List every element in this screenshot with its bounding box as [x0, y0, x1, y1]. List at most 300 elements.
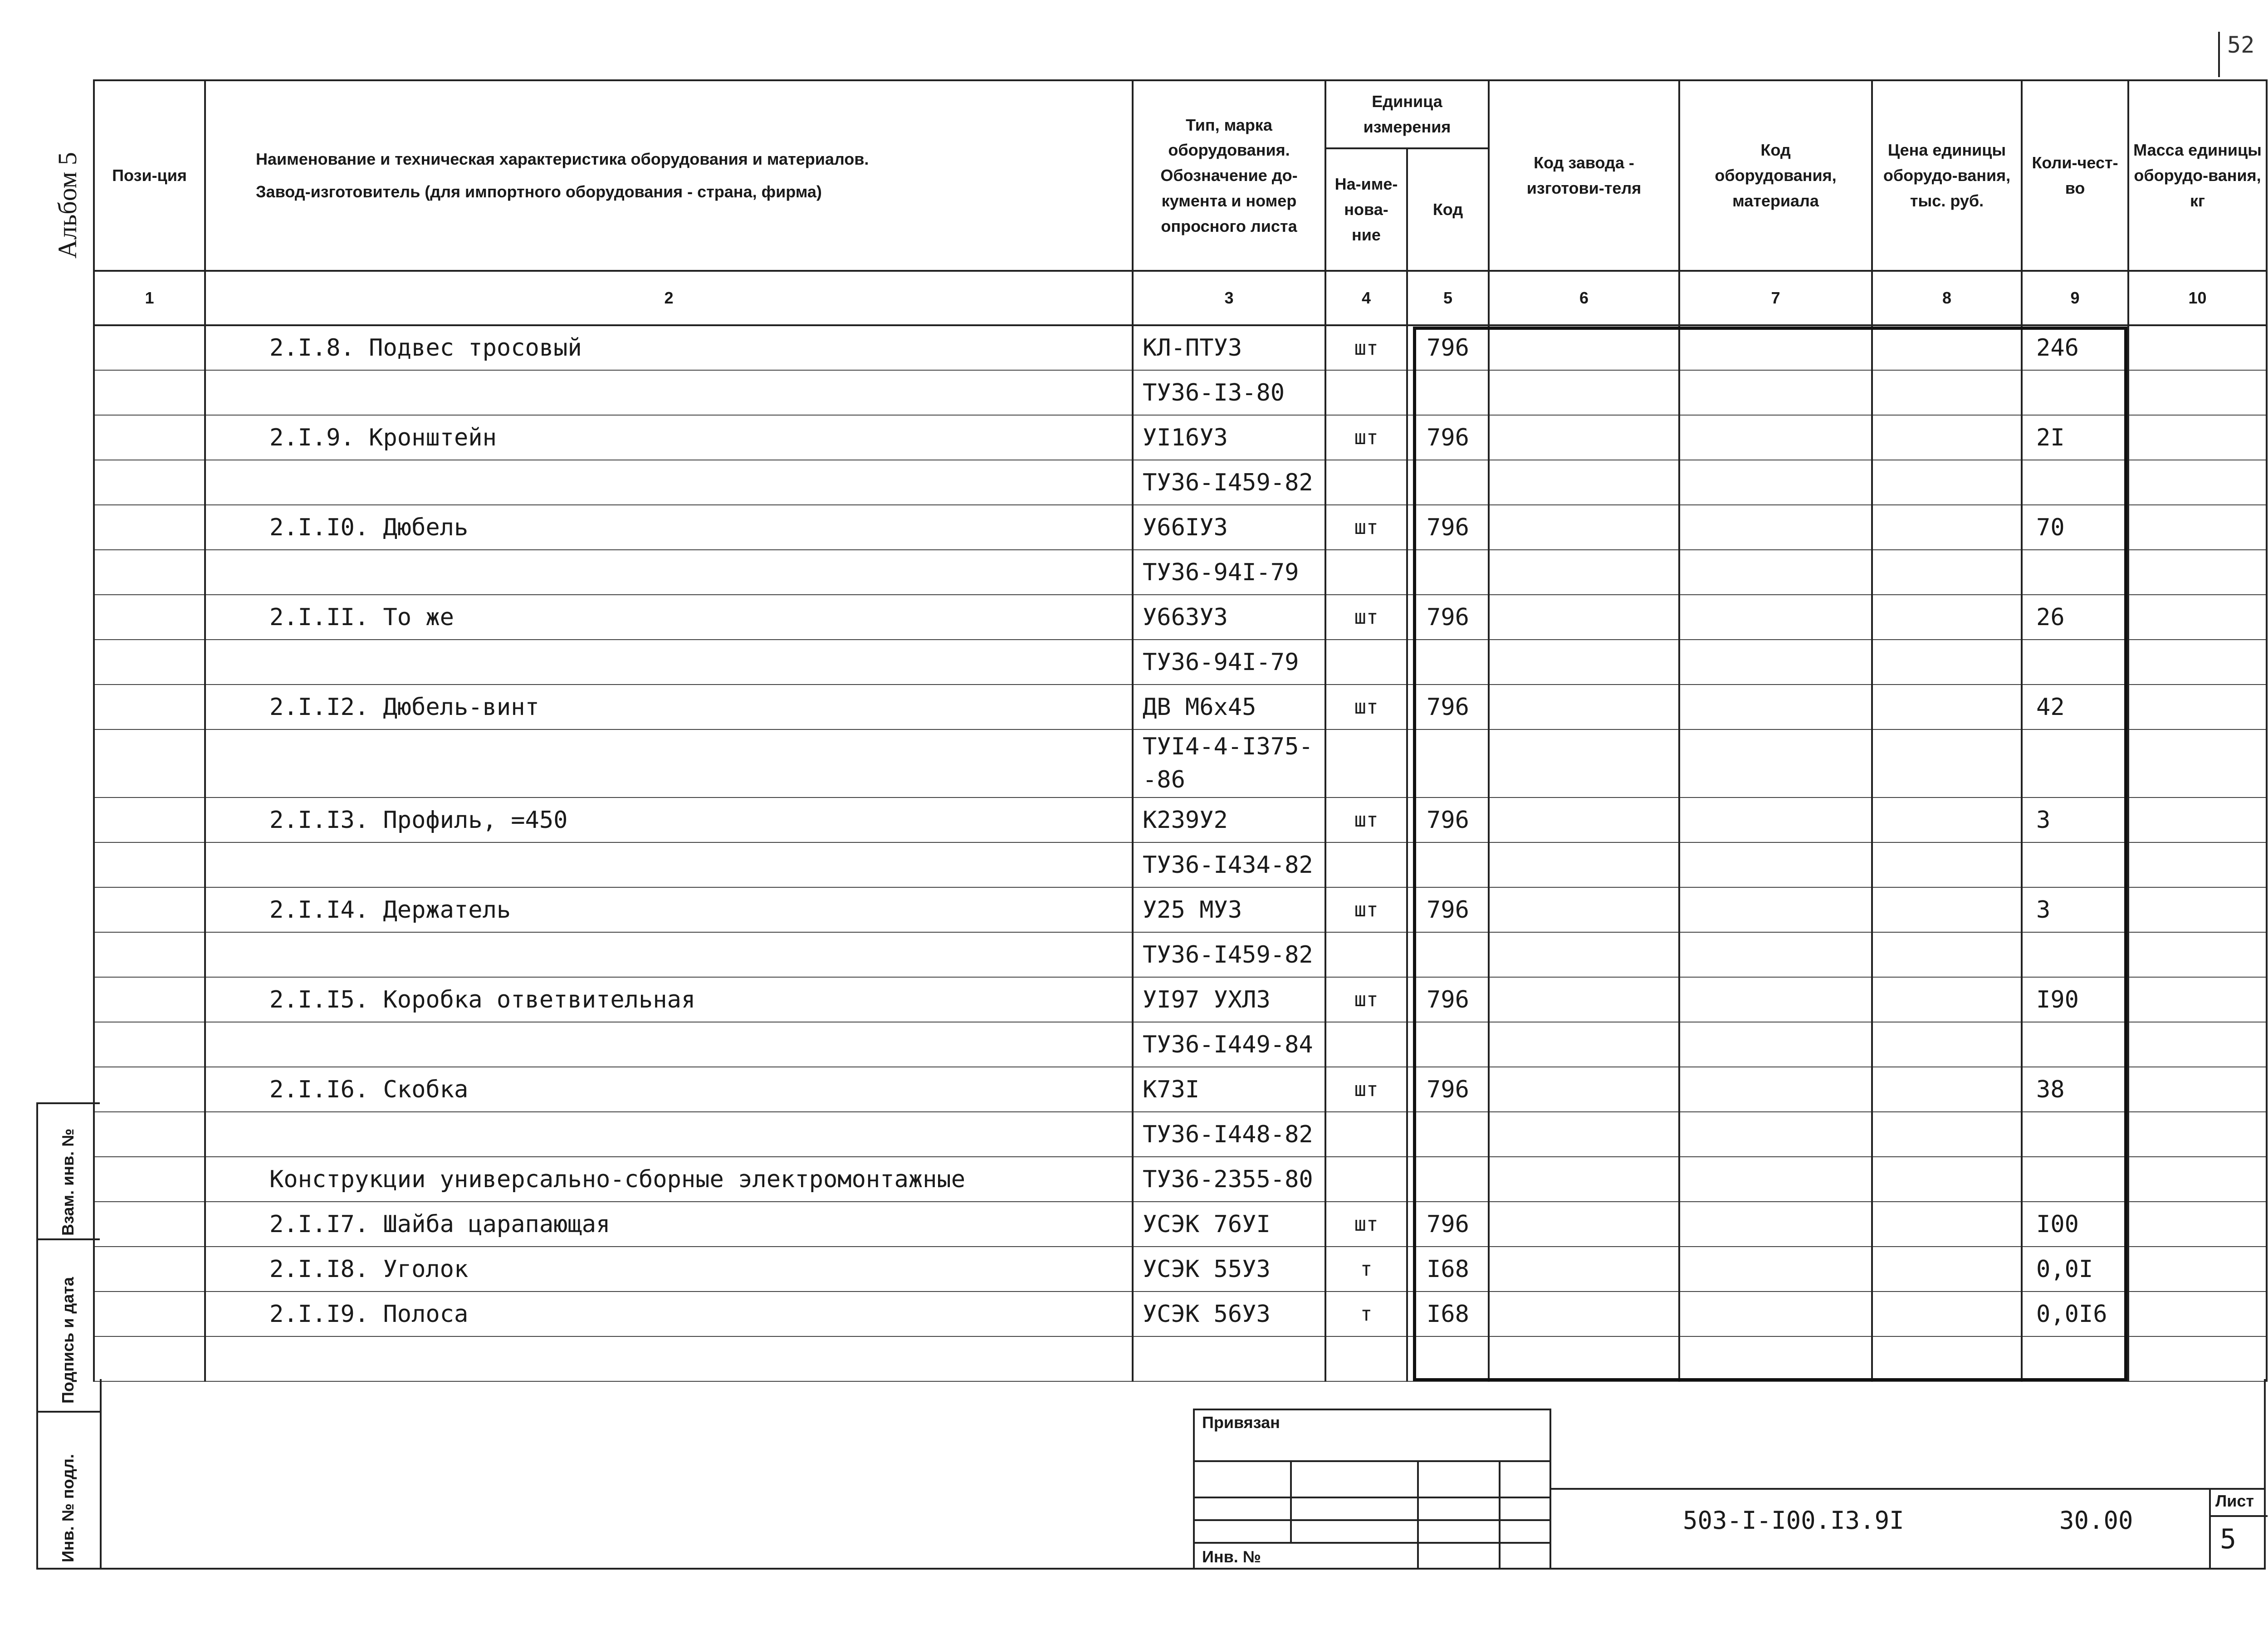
name-cell: [205, 460, 1133, 505]
type-cell: К239У2: [1133, 797, 1325, 842]
equipment-code-cell: [1679, 550, 1872, 595]
equipment-code-cell: [1679, 842, 1872, 887]
type-cell: ТУ36-I448-82: [1133, 1112, 1325, 1157]
header-row-1: [94, 80, 2267, 148]
mass-cell: [2128, 460, 2267, 505]
table-row: [94, 1067, 2267, 1112]
table-row: [94, 415, 2267, 460]
plant-code-cell: [1489, 1292, 1679, 1336]
unit-cell: [1325, 1157, 1407, 1202]
plant-code-cell: [1489, 685, 1679, 729]
plant-code-cell: [1489, 1247, 1679, 1292]
equipment-code-cell: [1679, 640, 1872, 685]
unit-code-cell: 796: [1407, 977, 1489, 1022]
mass-cell: [2128, 977, 2267, 1022]
equipment-code-cell: [1679, 1292, 1872, 1336]
plant-code-cell: [1489, 370, 1679, 415]
plant-code-cell: [1489, 550, 1679, 595]
type-cell: ТУ36-I449-84: [1133, 1022, 1325, 1067]
price-cell: [1872, 1202, 2022, 1247]
unit-code-cell: [1407, 550, 1489, 595]
quantity-cell: 0,0I: [2022, 1247, 2128, 1292]
corner-sheet-number: 52: [2227, 32, 2255, 58]
unit-cell: т: [1325, 1247, 1407, 1292]
plant-code-cell: [1489, 325, 1679, 370]
type-cell: ТУ36-I434-82: [1133, 842, 1325, 887]
equipment-code-cell: [1679, 1067, 1872, 1112]
price-cell: [1872, 640, 2022, 685]
type-cell: УСЭК 55УЗ: [1133, 1247, 1325, 1292]
table-row: [94, 1202, 2267, 1247]
quantity-cell: [2022, 842, 2128, 887]
unit-cell: шт: [1325, 685, 1407, 729]
equipment-code-cell: [1679, 460, 1872, 505]
name-cell: 2.I.I5. Коробка ответвительная: [205, 977, 1133, 1022]
plant-code-cell: [1489, 505, 1679, 550]
unit-cell: [1325, 842, 1407, 887]
sheet-box: [2209, 1488, 2266, 1570]
tb-line: [1290, 1460, 1292, 1542]
header-plant-code: Код завода - изготови-теля: [1489, 80, 1679, 271]
price-cell: [1872, 887, 2022, 932]
type-cell: ТУ36-2355-80: [1133, 1157, 1325, 1202]
position-cell: [94, 415, 205, 460]
position-cell: [94, 1336, 205, 1381]
header-equipment-code: [1679, 80, 1872, 271]
unit-cell: шт: [1325, 595, 1407, 640]
price-cell: [1872, 932, 2022, 977]
mass-cell: [2128, 1112, 2267, 1157]
price-cell: [1872, 797, 2022, 842]
mass-cell: [2128, 505, 2267, 550]
mass-cell: [2128, 370, 2267, 415]
unit-code-cell: 796: [1407, 415, 1489, 460]
plant-code-cell: [1489, 887, 1679, 932]
unit-code-cell: 796: [1407, 325, 1489, 370]
quantity-cell: [2022, 460, 2128, 505]
mass-cell: [2128, 1067, 2267, 1112]
equipment-code-cell: [1679, 797, 1872, 842]
equipment-code-cell: [1679, 325, 1872, 370]
sheet-label: Лист: [2215, 1492, 2254, 1510]
header-name-line2: Завод-изготовитель (для импортного оборудования - страна, фирма): [256, 182, 822, 201]
mass-cell: [2128, 887, 2267, 932]
unit-code-cell: [1407, 729, 1489, 797]
position-cell: [94, 932, 205, 977]
quantity-cell: I00: [2022, 1202, 2128, 1247]
column-number: 7: [1679, 271, 1872, 325]
unit-code-cell: 796: [1407, 505, 1489, 550]
name-cell: 2.I.I9. Полоса: [205, 1292, 1133, 1336]
type-cell: [1133, 1336, 1325, 1381]
document-code: 503-I-I00.I3.9I: [1683, 1506, 1904, 1535]
price-cell: [1872, 1292, 2022, 1336]
plant-code-cell: [1489, 932, 1679, 977]
type-cell: У663УЗ: [1133, 595, 1325, 640]
unit-code-cell: [1407, 1022, 1489, 1067]
price-cell: [1872, 460, 2022, 505]
unit-code-cell: I68: [1407, 1292, 1489, 1336]
unit-code-cell: [1407, 842, 1489, 887]
position-cell: [94, 977, 205, 1022]
header-name-line1: Наименование и техническая характеристика оборудования и материалов.: [256, 150, 869, 169]
position-cell: [94, 370, 205, 415]
unit-cell: [1325, 370, 1407, 415]
unit-code-cell: 796: [1407, 1202, 1489, 1247]
side-original-inv: Инв. № подл.: [59, 1454, 77, 1562]
column-number-row: [94, 271, 2267, 325]
price-cell: [1872, 977, 2022, 1022]
price-cell: [1872, 1247, 2022, 1292]
album-label: Альбом 5: [53, 152, 82, 259]
price-cell: [1872, 1022, 2022, 1067]
table-row: [94, 1247, 2267, 1292]
unit-cell: [1325, 729, 1407, 797]
mass-cell: [2128, 932, 2267, 977]
header-price: Цена единицы оборудо-вания, тыс. руб.: [1872, 80, 2022, 271]
table-row: [94, 1336, 2267, 1381]
type-cell: ТУ36-94I-79: [1133, 640, 1325, 685]
header-type-line4: кумента и номер: [1161, 191, 1297, 210]
title-frame-line: [1551, 1488, 2266, 1490]
plant-code-cell: [1489, 842, 1679, 887]
unit-code-cell: [1407, 1157, 1489, 1202]
equipment-code-cell: [1679, 1336, 1872, 1381]
column-number: 1: [94, 271, 205, 325]
unit-code-cell: [1407, 1336, 1489, 1381]
header-type-line2: оборудования.: [1168, 141, 1290, 160]
quantity-cell: [2022, 640, 2128, 685]
position-cell: [94, 1202, 205, 1247]
plant-code-cell: [1489, 640, 1679, 685]
equipment-code-cell: [1679, 415, 1872, 460]
mass-cell: [2128, 640, 2267, 685]
header-type: [1133, 80, 1325, 271]
equipment-code-cell: [1679, 977, 1872, 1022]
table-row: [94, 1022, 2267, 1067]
price-cell: [1872, 595, 2022, 640]
type-cell: УI97 УХЛЗ: [1133, 977, 1325, 1022]
unit-cell: шт: [1325, 325, 1407, 370]
sheet-divider: [2211, 1515, 2268, 1517]
name-cell: [205, 1112, 1133, 1157]
equipment-code-cell: [1679, 370, 1872, 415]
position-cell: [94, 842, 205, 887]
table-row: [94, 595, 2267, 640]
column-number: 10: [2128, 271, 2267, 325]
quantity-cell: 70: [2022, 505, 2128, 550]
table-body: [94, 325, 2267, 1381]
table-row: [94, 932, 2267, 977]
quantity-cell: 3: [2022, 887, 2128, 932]
header-quantity: Коли-чест-во: [2022, 80, 2128, 271]
equipment-code-cell: [1679, 505, 1872, 550]
quantity-cell: I90: [2022, 977, 2128, 1022]
price-cell: [1872, 1112, 2022, 1157]
column-number: 9: [2022, 271, 2128, 325]
type-cell: К73I: [1133, 1067, 1325, 1112]
equipment-code-cell: [1679, 932, 1872, 977]
type-cell: ТУ36-I3-80: [1133, 370, 1325, 415]
name-cell: [205, 842, 1133, 887]
name-cell: 2.I.I0. Дюбель: [205, 505, 1133, 550]
specification-table: [93, 79, 2268, 1382]
table-row: [94, 1157, 2267, 1202]
table-row: [94, 842, 2267, 887]
quantity-cell: 26: [2022, 595, 2128, 640]
quantity-cell: 246: [2022, 325, 2128, 370]
price-cell: [1872, 370, 2022, 415]
quantity-cell: [2022, 1336, 2128, 1381]
equipment-code-cell: [1679, 1247, 1872, 1292]
position-cell: [94, 1067, 205, 1112]
table-row: [94, 1112, 2267, 1157]
mass-cell: [2128, 1202, 2267, 1247]
position-cell: [94, 505, 205, 550]
plant-code-cell: [1489, 460, 1679, 505]
corner-tick: [2218, 32, 2220, 77]
unit-cell: шт: [1325, 977, 1407, 1022]
name-cell: 2.I.I4. Держатель: [205, 887, 1133, 932]
name-cell: 2.I.I8. Уголок: [205, 1247, 1133, 1292]
mass-cell: [2128, 1247, 2267, 1292]
mass-cell: [2128, 415, 2267, 460]
header-equipment-code-line1: Код: [1760, 141, 1791, 160]
side-cell-original-inv: [38, 1413, 100, 1570]
unit-cell: шт: [1325, 1067, 1407, 1112]
unit-code-cell: I68: [1407, 1247, 1489, 1292]
name-cell: 2.I.I2. Дюбель-винт: [205, 685, 1133, 729]
name-cell: [205, 1022, 1133, 1067]
unit-code-cell: [1407, 1112, 1489, 1157]
name-cell: 2.I.9. Кронштейн: [205, 415, 1133, 460]
unit-cell: [1325, 1022, 1407, 1067]
header-equipment-code-line2: оборудования,: [1715, 166, 1837, 185]
header-unit-name: На-име-нова-ние: [1325, 148, 1407, 271]
plant-code-cell: [1489, 1067, 1679, 1112]
type-cell: ТУI4-4-I375--86: [1133, 729, 1325, 797]
unit-code-cell: [1407, 370, 1489, 415]
mass-cell: [2128, 797, 2267, 842]
quantity-cell: 0,0I6: [2022, 1292, 2128, 1336]
position-cell: [94, 1247, 205, 1292]
header-unit-code: Код: [1407, 148, 1489, 271]
type-cell: УI16УЗ: [1133, 415, 1325, 460]
name-cell: [205, 1336, 1133, 1381]
table-row: [94, 797, 2267, 842]
equipment-code-cell: [1679, 729, 1872, 797]
equipment-code-cell: [1679, 887, 1872, 932]
column-number: 2: [205, 271, 1133, 325]
header-name: [205, 80, 1133, 271]
position-cell: [94, 685, 205, 729]
bottom-frame: [100, 1379, 2266, 1570]
tb-line: [1417, 1460, 1419, 1570]
table-row: [94, 325, 2267, 370]
unit-code-cell: [1407, 932, 1489, 977]
plant-code-cell: [1489, 595, 1679, 640]
mass-cell: [2128, 325, 2267, 370]
unit-cell: шт: [1325, 887, 1407, 932]
header-mass: Масса единицы оборудо-вания, кг: [2128, 80, 2267, 271]
unit-cell: шт: [1325, 415, 1407, 460]
price-cell: [1872, 729, 2022, 797]
equipment-code-cell: [1679, 1157, 1872, 1202]
plant-code-cell: [1489, 1202, 1679, 1247]
mass-cell: [2128, 1022, 2267, 1067]
tb-line: [1195, 1542, 1549, 1544]
name-cell: 2.I.I3. Профиль, =450: [205, 797, 1133, 842]
tb-line: [1499, 1460, 1501, 1570]
header-unit-group: Единица измерения: [1325, 80, 1489, 148]
mass-cell: [2128, 1157, 2267, 1202]
document-sheet-code: 30.00: [2059, 1506, 2133, 1535]
tb-line: [1195, 1497, 1549, 1498]
plant-code-cell: [1489, 1336, 1679, 1381]
type-cell: У66IУЗ: [1133, 505, 1325, 550]
plant-code-cell: [1489, 1022, 1679, 1067]
side-stamp: [36, 1102, 100, 1570]
price-cell: [1872, 1157, 2022, 1202]
position-cell: [94, 1112, 205, 1157]
name-cell: [205, 640, 1133, 685]
mass-cell: [2128, 595, 2267, 640]
title-block-bound: [1193, 1409, 1551, 1570]
price-cell: [1872, 550, 2022, 595]
quantity-cell: 38: [2022, 1067, 2128, 1112]
mass-cell: [2128, 685, 2267, 729]
price-cell: [1872, 415, 2022, 460]
unit-code-cell: 796: [1407, 685, 1489, 729]
price-cell: [1872, 325, 2022, 370]
position-cell: [94, 640, 205, 685]
name-cell: [205, 729, 1133, 797]
column-number: 5: [1407, 271, 1489, 325]
side-cell-replaced-inv: [38, 1104, 100, 1240]
plant-code-cell: [1489, 1112, 1679, 1157]
side-replaced-inv: Взам. инв. №: [59, 1128, 77, 1236]
price-cell: [1872, 1336, 2022, 1381]
plant-code-cell: [1489, 797, 1679, 842]
column-number: 8: [1872, 271, 2022, 325]
name-cell: 2.I.II. То же: [205, 595, 1133, 640]
header-type-line1: Тип, марка: [1186, 115, 1272, 134]
position-cell: [94, 550, 205, 595]
mass-cell: [2128, 842, 2267, 887]
plant-code-cell: [1489, 415, 1679, 460]
column-number: 4: [1325, 271, 1407, 325]
quantity-cell: [2022, 1022, 2128, 1067]
position-cell: [94, 1292, 205, 1336]
name-cell: [205, 932, 1133, 977]
tb-line: [1195, 1519, 1549, 1521]
position-cell: [94, 797, 205, 842]
name-cell: 2.I.8. Подвес тросовый: [205, 325, 1133, 370]
unit-cell: [1325, 460, 1407, 505]
quantity-cell: [2022, 370, 2128, 415]
unit-code-cell: [1407, 460, 1489, 505]
price-cell: [1872, 1067, 2022, 1112]
position-cell: [94, 460, 205, 505]
unit-cell: [1325, 1112, 1407, 1157]
position-cell: [94, 325, 205, 370]
header-type-line3: Обозначение до-: [1160, 166, 1298, 185]
sheet-number: 5: [2220, 1523, 2237, 1555]
position-cell: [94, 1022, 205, 1067]
quantity-cell: [2022, 1157, 2128, 1202]
position-cell: [94, 595, 205, 640]
type-cell: УСЭК 76УI: [1133, 1202, 1325, 1247]
tb-line: [1195, 1460, 1549, 1462]
quantity-cell: 42: [2022, 685, 2128, 729]
type-cell: ТУ36-I459-82: [1133, 460, 1325, 505]
name-cell: Конструкции универсально-сборные электромонтажные: [205, 1157, 1133, 1202]
table-row: [94, 370, 2267, 415]
quantity-cell: [2022, 932, 2128, 977]
header-position: Пози-ция: [94, 80, 205, 271]
price-cell: [1872, 685, 2022, 729]
side-signature-date: Подпись и дата: [59, 1277, 77, 1404]
position-cell: [94, 887, 205, 932]
price-cell: [1872, 842, 2022, 887]
unit-cell: [1325, 640, 1407, 685]
inv-label: Инв. №: [1202, 1547, 1261, 1566]
quantity-cell: 2I: [2022, 415, 2128, 460]
name-cell: 2.I.I6. Скобка: [205, 1067, 1133, 1112]
quantity-cell: [2022, 1112, 2128, 1157]
equipment-code-cell: [1679, 595, 1872, 640]
column-number: 3: [1133, 271, 1325, 325]
table-row: [94, 685, 2267, 729]
price-cell: [1872, 505, 2022, 550]
unit-cell: шт: [1325, 505, 1407, 550]
plant-code-cell: [1489, 1157, 1679, 1202]
mass-cell: [2128, 1292, 2267, 1336]
unit-code-cell: 796: [1407, 595, 1489, 640]
mass-cell: [2128, 729, 2267, 797]
quantity-cell: [2022, 550, 2128, 595]
equipment-code-cell: [1679, 685, 1872, 729]
unit-code-cell: 796: [1407, 797, 1489, 842]
position-cell: [94, 1157, 205, 1202]
unit-cell: [1325, 932, 1407, 977]
mass-cell: [2128, 1336, 2267, 1381]
plant-code-cell: [1489, 729, 1679, 797]
name-cell: [205, 550, 1133, 595]
table-row: [94, 977, 2267, 1022]
unit-code-cell: [1407, 640, 1489, 685]
mass-cell: [2128, 550, 2267, 595]
position-cell: [94, 729, 205, 797]
type-cell: ТУ36-94I-79: [1133, 550, 1325, 595]
type-cell: КЛ-ПТУЗ: [1133, 325, 1325, 370]
table-row: [94, 887, 2267, 932]
unit-cell: [1325, 1336, 1407, 1381]
header-type-line5: опросного листа: [1161, 216, 1297, 235]
table-row: [94, 505, 2267, 550]
table-row: [94, 1292, 2267, 1336]
quantity-cell: [2022, 729, 2128, 797]
unit-cell: т: [1325, 1292, 1407, 1336]
quantity-cell: 3: [2022, 797, 2128, 842]
name-cell: [205, 370, 1133, 415]
side-cell-signature: [38, 1240, 100, 1413]
plant-code-cell: [1489, 977, 1679, 1022]
unit-code-cell: 796: [1407, 887, 1489, 932]
unit-cell: шт: [1325, 1202, 1407, 1247]
type-cell: У25 МУЗ: [1133, 887, 1325, 932]
type-cell: УСЭК 56УЗ: [1133, 1292, 1325, 1336]
